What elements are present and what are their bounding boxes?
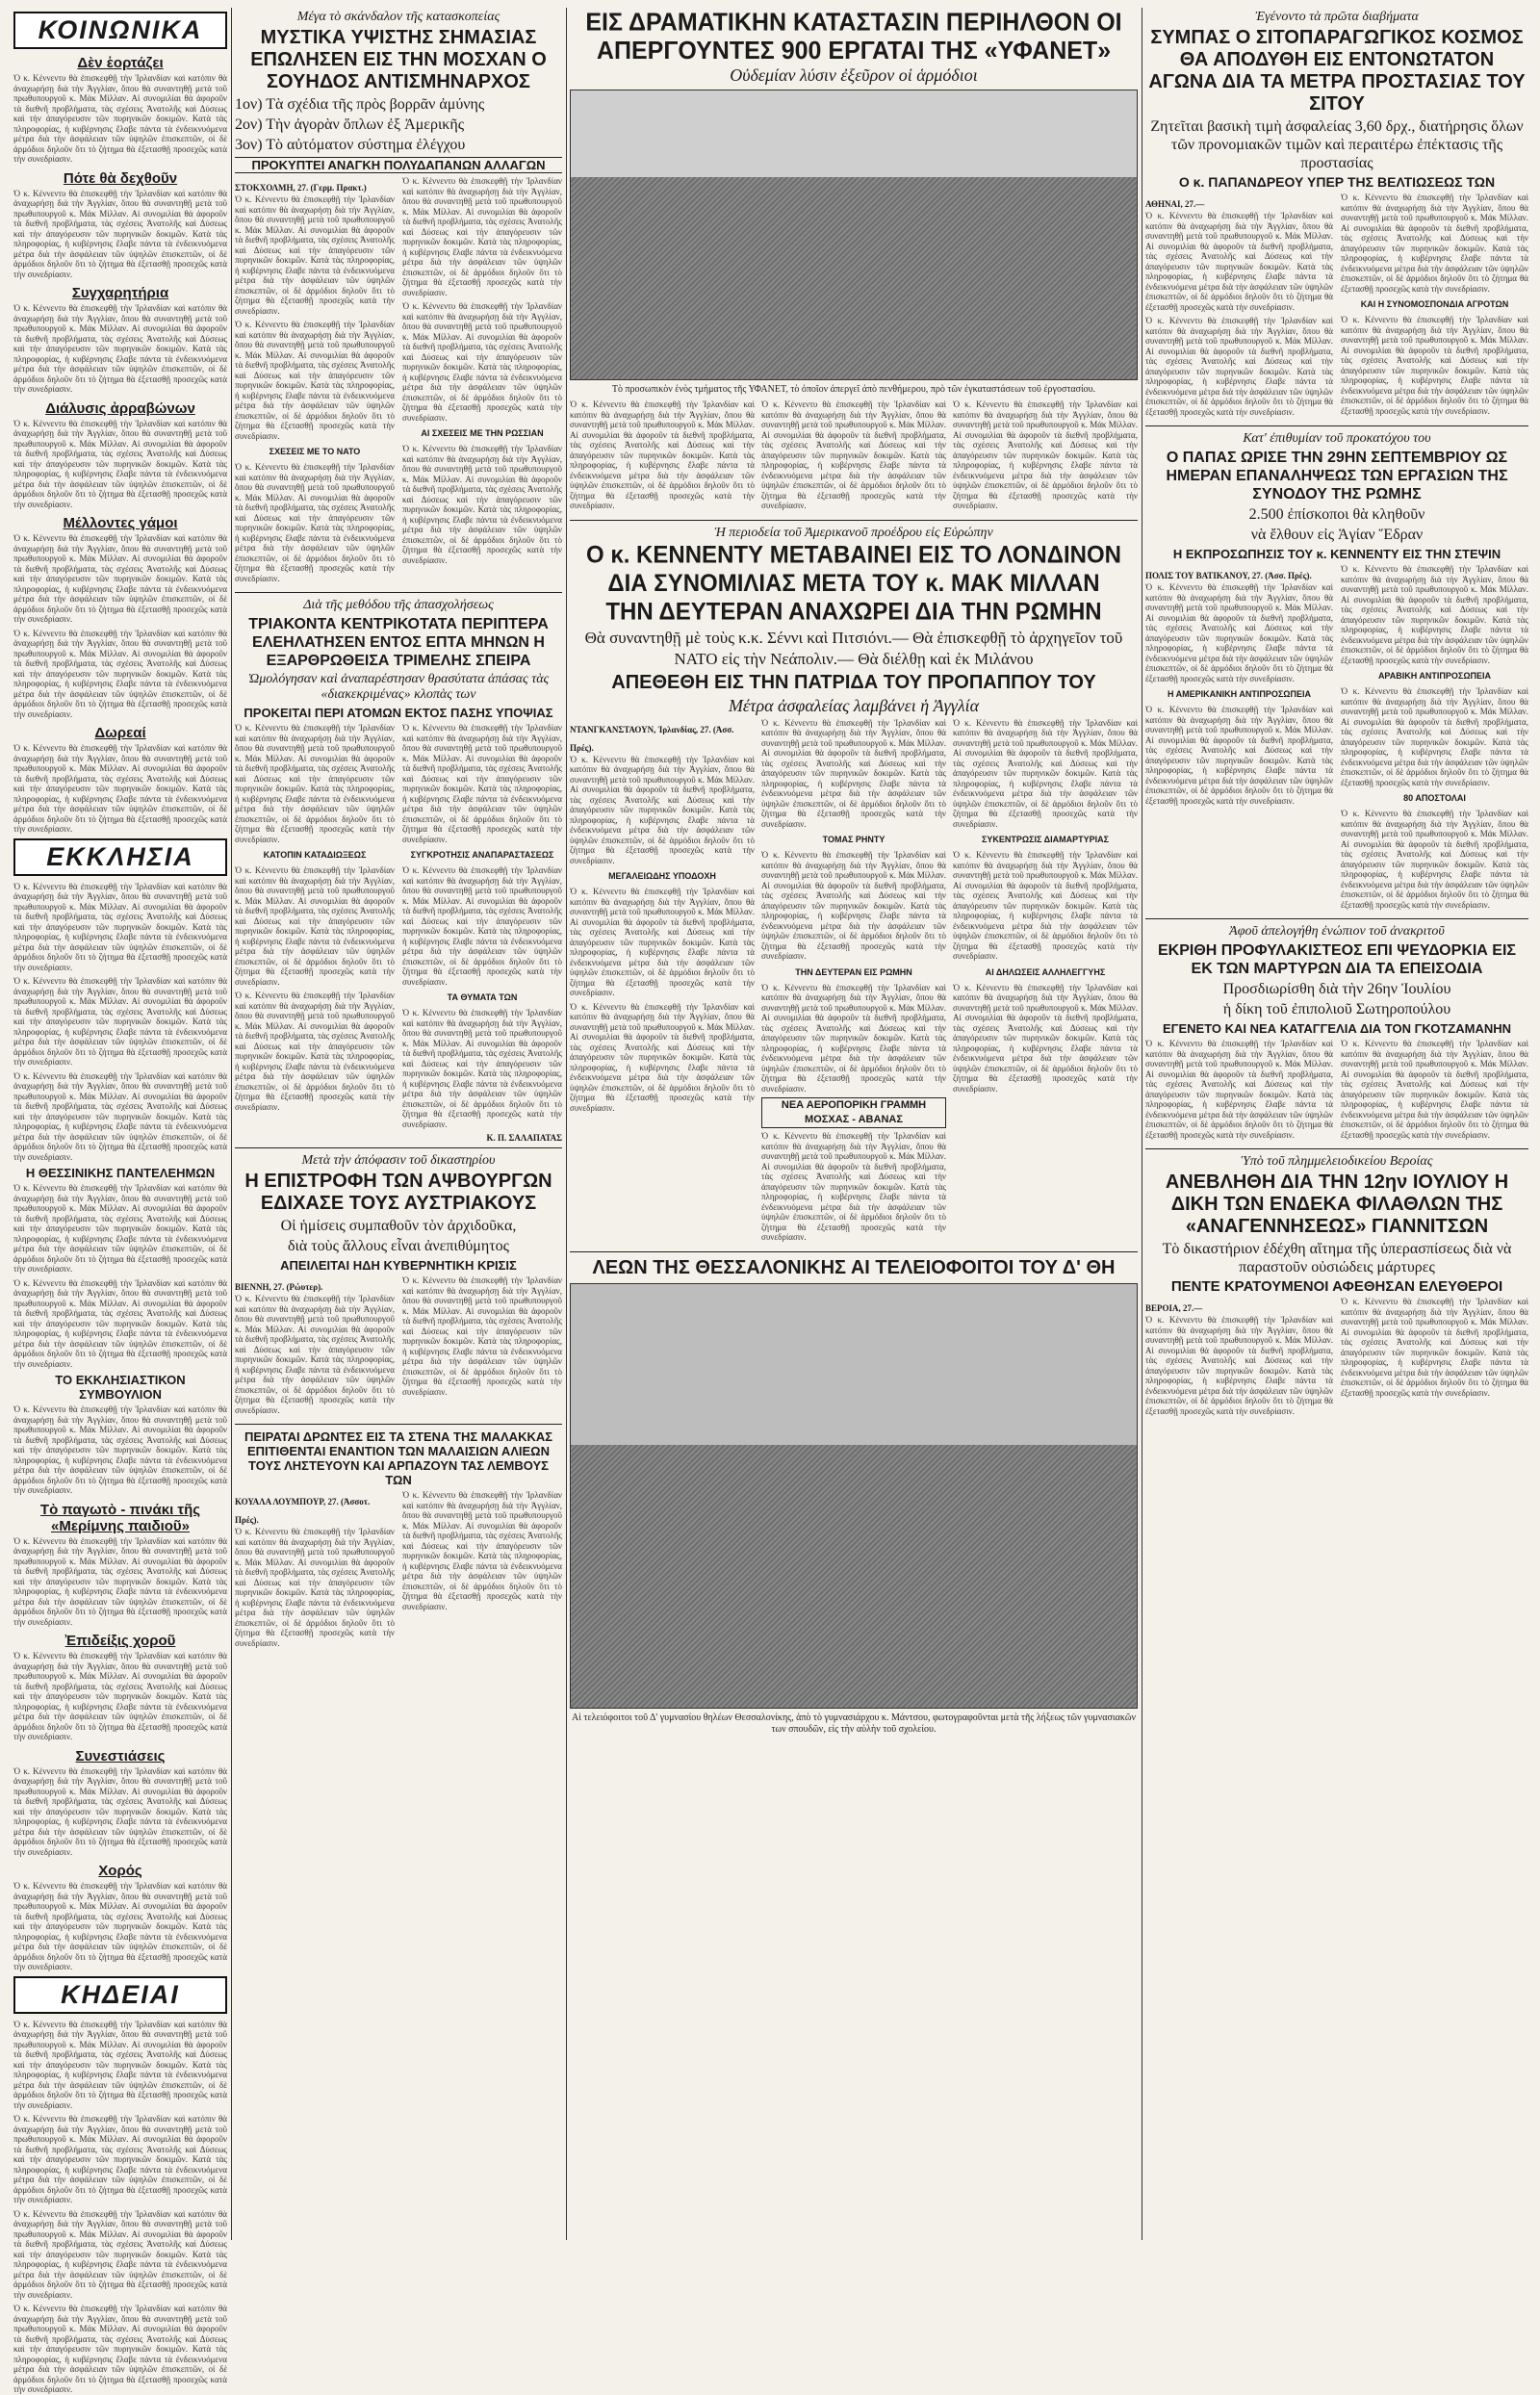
article-body: Ὁ κ. Κέννεντυ θὰ ἐπισκεφθῇ τὴν Ἰρλανδίαν καὶ κατόπιν θὰ ἀναχωρήσῃ διὰ τὴν Ἀγγλίαν, ὅπου θὰ συναντηθῇ μετὰ τοῦ πρωθυπουργοῦ κ. Μάκ Μίλλαν. Αἱ συνομιλίαι θὰ ἀφοροῦν τὰ διεθνῆ προβλήματα, τὰς σχέσεις Ἀνατολῆς καὶ Δύσεως καὶ τὴν ἀπαγόρευσιν τῶν πυρηνικῶν δοκιμῶν. Κατὰ τὰς πληροφορίας, ἡ κυβέρνησις ἔλαβε πάντα τὰ ἐνδεικνυόμενα μέτρα διὰ τὴν ἀσφάλειαν τῶν ὑψηλῶν ἐπισκεπτῶν, οἱ δὲ ἁρμόδιοι δηλοῦν ὅτι τὸ ζήτημα θὰ ἐξετασθῇ προσεχῶς κατὰ τὴν συνεδρίασιν. [13,2208,227,2300]
article-kicker: Ἡ περιοδεία τοῦ Ἀμερικανοῦ προέδρου εἰς Εὐρώπην [714,525,993,540]
article-body: Ὁ κ. Κέννεντυ θὰ ἐπισκεφθῇ τὴν Ἰρλανδίαν καὶ κατόπιν θὰ ἀναχωρήσῃ διὰ τὴν Ἀγγλίαν, ὅπου θὰ συναντηθῇ μετὰ τοῦ πρωθυπουργοῦ κ. Μάκ Μίλλαν. Αἱ συνομιλίαι θὰ ἀφοροῦν τὰ διεθνῆ προβλήματα, τὰς σχέσεις Ἀνατολῆς καὶ Δύσεως καὶ τὴν ἀπαγόρευσιν τῶν πυρηνικῶν δοκιμῶν. Κατὰ τὰς πληροφορίας, ἡ κυβέρνησις ἔλαβε πάντα τὰ ἐνδεικνυόμενα μέτρα διὰ τὴν ἀσφάλειαν τῶν ὑψηλῶν ἐπισκεπτῶν, οἱ δὲ ἁρμόδιοι δηλοῦν ὅτι τὸ ζήτημα θὰ ἐξετασθῇ προσεχῶς κατὰ τὴν συνεδρίασιν. [1145,1315,1333,1416]
photo-caption: Τὸ προσωπικὸν ἑνὸς τμήματος τῆς ΥΦΑΝΕΤ, τὸ ὁποῖον ἀπεργεῖ ἀπὸ πενθήμερου, πρὸ τῶν ἐγκαταστάσεων τοῦ ἐργοστασίου. [611,384,1096,395]
social-item-title: Δὲν ἑορτάζει [77,55,164,71]
article-body: Ὁ κ. Κέννεντυ θὰ ἐπισκεφθῇ τὴν Ἰρλανδίαν καὶ κατόπιν θὰ ἀναχωρήσῃ διὰ τὴν Ἀγγλίαν, ὅπου θὰ συναντηθῇ μετὰ τοῦ πρωθυπουργοῦ κ. Μάκ Μίλλαν. Αἱ συνομιλίαι θὰ ἀφοροῦν τὰ διεθνῆ προβλήματα, τὰς σχέσεις Ἀνατολῆς καὶ Δύσεως καὶ τὴν ἀπαγόρευσιν τῶν πυρηνικῶν δοκιμῶν. Κατὰ τὰς πληροφορίας, ἡ κυβέρνησις ἔλαβε πάντα τὰ ἐνδεικνυόμενα μέτρα διὰ τὴν ἀσφάλειαν τῶν ὑψηλῶν ἐπισκεπτῶν, οἱ δὲ ἁρμόδιοι δηλοῦν ὅτι τὸ ζήτημα θὰ ἐξετασθῇ προσεχῶς κατὰ τὴν συνεδρίασιν. [235,991,395,1112]
article-headline: ΣΥΜΠΑΣ Ο ΣΙΤΟΠΑΡΑΓΩΓΙΚΟΣ ΚΟΣΜΟΣ ΘΑ ΑΠΟΔΥΘΗ ΕΙΣ ΕΝΤΟΝΩΤΑΤΟΝ ΑΓΩΝΑ ΔΙΑ ΤΑ ΜΕΤΡΑ ΠΡΟΣΤΑΣΙΑΣ ΤΟΥ ΣΙΤΟΥ [1148,27,1526,115]
article-body: Ὁ κ. Κέννεντυ θὰ ἐπισκεφθῇ τὴν Ἰρλανδίαν καὶ κατόπιν θὰ ἀναχωρήσῃ διὰ τὴν Ἀγγλίαν, ὅπου θὰ συναντηθῇ μετὰ τοῦ πρωθυπουργοῦ κ. Μάκ Μίλλαν. Αἱ συνομιλίαι θὰ ἀφοροῦν τὰ διεθνῆ προβλήματα, τὰς σχέσεις Ἀνατολῆς καὶ Δύσεως καὶ τὴν ἀπαγόρευσιν τῶν πυρηνικῶν δοκιμῶν. Κατὰ τὰς πληροφορίας, ἡ κυβέρνησις ἔλαβε πάντα τὰ ἐνδεικνυόμενα μέτρα διὰ τὴν ἀσφάλειαν τῶν ὑψηλῶν ἐπισκεπτῶν, οἱ δὲ ἁρμόδιοι δηλοῦν ὅτι τὸ ζήτημα θὰ ἐξετασθῇ προσεχῶς κατὰ τὴν συνεδρίασιν. [953,850,1138,961]
article-headline-secondary: ΤΗΝ ΔΕΥΤΕΡΑΝ ΑΝΑΧΩΡΕΙ ΔΙΑ ΤΗΝ ΡΩΜΗΝ [605,597,1102,626]
article-columns [235,723,562,1143]
strikers-photo [570,90,1138,380]
article-subheadline: Ο κ. ΠΑΠΑΝΔΡΕΟΥ ΥΠΕΡ ΤΗΣ ΒΕΛΤΙΩΣΕΩΣ ΤΩΝ [1178,174,1496,190]
article-body: Ὁ κ. Κέννεντυ θὰ ἐπισκεφθῇ τὴν Ἰρλανδίαν καὶ κατόπιν θὰ ἀναχωρήσῃ διὰ τὴν Ἀγγλίαν, ὅπου θὰ συναντηθῇ μετὰ τοῦ πρωθυπουργοῦ κ. Μάκ Μίλλαν. Αἱ συνομιλίαι θὰ ἀφοροῦν τὰ διεθνῆ προβλήματα, τὰς σχέσεις Ἀνατολῆς καὶ Δύσεως καὶ τὴν ἀπαγόρευσιν τῶν πυρηνικῶν δοκιμῶν. Κατὰ τὰς πληροφορίας, ἡ κυβέρνησις ἔλαβε πάντα τὰ ἐνδεικνυόμενα μέτρα διὰ τὴν ἀσφάλειαν τῶν ὑψηλῶν ἐπισκεπτῶν, οἱ δὲ ἁρμόδιοι δηλοῦν ὅτι τὸ ζήτημα θὰ ἐξετασθῇ προσεχῶς κατὰ τὴν συνεδρίασιν. [235,1294,395,1415]
article-headline: ΤΡΙΑΚΟΝΤΑ ΚΕΝΤΡΙΚΟΤΑΤΑ ΠΕΡΙΠΤΕΡΑ ΕΛΕΗΛΑΤΗΣΕΝ ΕΝΤΟΣ ΕΠΤΑ ΜΗΝΩΝ Η ΕΞΑΡΘΡΩΘΕΙΣΑ ΤΡΙΜΕΛΗΣ ΣΠΕΙΡΑ [248,616,549,669]
list-item: 1ον) Τὰ σχέδια τῆς πρὸς βορρᾶν ἀμύνης [235,96,485,113]
article-body: Ὁ κ. Κέννεντυ θὰ ἐπισκεφθῇ τὴν Ἰρλανδίαν καὶ κατόπιν θὰ ἀναχωρήσῃ διὰ τὴν Ἀγγλίαν, ὅπου θὰ συναντηθῇ μετὰ τοῦ πρωθυπουργοῦ κ. Μάκ Μίλλαν. Αἱ συνομιλίαι θὰ ἀφοροῦν τὰ διεθνῆ προβλήματα, τὰς σχέσεις Ἀνατολῆς καὶ Δύσεως καὶ τὴν ἀπαγόρευσιν τῶν πυρηνικῶν δοκιμῶν. Κατὰ τὰς πληροφορίας, ἡ κυβέρνησις ἔλαβε πάντα τὰ ἐνδεικνυόμενα μέτρα διὰ τὴν ἀσφάλειαν τῶν ὑψηλῶν ἐπισκεπτῶν, οἱ δὲ ἁρμόδιοι δηλοῦν ὅτι τὸ ζήτημα θὰ ἐξετασθῇ προσεχῶς κατὰ τὴν συνεδρίασιν. [235,865,395,987]
article-deck: Οἱ ἡμίσεις συμπαθοῦν τὸν ἀρχιδοῦκα, [280,1218,517,1234]
article-body: Ὁ κ. Κέννεντυ θὰ ἐπισκεφθῇ τὴν Ἰρλανδίαν καὶ κατόπιν θὰ ἀναχωρήσῃ διὰ τὴν Ἀγγλίαν, ὅπου θὰ συναντηθῇ μετὰ τοῦ πρωθυπουργοῦ κ. Μάκ Μίλλαν. Αἱ συνομιλίαι θὰ ἀφοροῦν τὰ διεθνῆ προβλήματα, τὰς σχέσεις Ἀνατολῆς καὶ Δύσεως καὶ τὴν ἀπαγόρευσιν τῶν πυρηνικῶν δοκιμῶν. Κατὰ τὰς πληροφορίας, ἡ κυβέρνησις ἔλαβε πάντα τὰ ἐνδεικνυόμενα μέτρα διὰ τὴν ἀσφάλειαν τῶν ὑψηλῶν ἐπισκεπτῶν, οἱ δὲ ἁρμόδιοι δηλοῦν ὅτι τὸ ζήτημα θὰ ἐξετασθῇ προσεχῶς κατὰ τὴν συνεδρίασιν. [13,533,227,624]
article-subhead: ΝΕΑ ΑΕΡΟΠΟΡΙΚΗ ΓΡΑΜΜΗ ΜΟΣΧΑΣ - ΑΒΑΝΑΣ [761,1097,946,1128]
church-item-title: Η ΘΕΣΣΙΝΙΚΗΣ ΠΑΝΤΕΛΕΗΜΩΝ [25,1166,216,1180]
divider [570,520,1138,521]
article-subheadline: ΠΡΟΚΥΠΤΕΙ ΑΝΑΓΚΗ ΠΟΛΥΔΑΠΑΝΩΝ ΑΛΛΑΓΩΝ [235,157,562,173]
article-kicker: Ἀφοῦ ἀπελογήθη ἐνώπιον τοῦ ἀνακριτοῦ [1229,924,1445,939]
article-headline: ΜΥΣΤΙΚΑ ΥΨΙΣΤΗΣ ΣΗΜΑΣΙΑΣ ΕΠΩΛΗΣΕΝ ΕΙΣ ΤΗΝ ΜΟΣΧΑΝ Ο ΣΟΥΗΔΟΣ ΑΝΤΙΣΜΗΝΑΡΧΟΣ [250,27,547,92]
column-spy-scandal [235,8,562,2240]
article-body: Ὁ κ. Κέννεντυ θὰ ἐπισκεφθῇ τὴν Ἰρλανδίαν καὶ κατόπιν θὰ ἀναχωρήσῃ διὰ τὴν Ἀγγλίαν, ὅπου θὰ συναντηθῇ μετὰ τοῦ πρωθυπουργοῦ κ. Μάκ Μίλλαν. Αἱ συνομιλίαι θὰ ἀφοροῦν τὰ διεθνῆ προβλήματα, τὰς σχέσεις Ἀνατολῆς καὶ Δύσεως καὶ τὴν ἀπαγόρευσιν τῶν πυρηνικῶν δοκιμῶν. Κατὰ τὰς πληροφορίας, ἡ κυβέρνησις ἔλαβε πάντα τὰ ἐνδεικνυόμενα μέτρα διὰ τὴν ἀσφάλειαν τῶν ὑψηλῶν ἐπισκεπτῶν, οἱ δὲ ἁρμόδιοι δηλοῦν ὅτι τὸ ζήτημα θὰ ἐξετασθῇ προσεχῶς κατὰ τὴν συνεδρίασιν. [13,881,227,972]
article-deck: Οὐδεμίαν λύσιν ἐξεῦρον οἱ ἁρμόδιοι [730,65,978,85]
article-subhead: Η ΑΜΕΡΙΚΑΝΙΚΗ ΑΝΤΙΠΡΟΣΩΠΕΙΑ [1168,689,1311,699]
article-body: Ὁ κ. Κέννεντυ θὰ ἐπισκεφθῇ τὴν Ἰρλανδίαν καὶ κατόπιν θὰ ἀναχωρήσῃ διὰ τὴν Ἀγγλίαν, ὅπου θὰ συναντηθῇ μετὰ τοῦ πρωθυπουργοῦ κ. Μάκ Μίλλαν. Αἱ συνομιλίαι θὰ ἀφοροῦν τὰ διεθνῆ προβλήματα, τὰς σχέσεις Ἀνατολῆς καὶ Δύσεως καὶ τὴν ἀπαγόρευσιν τῶν πυρηνικῶν δοκιμῶν. Κατὰ τὰς πληροφορίας, ἡ κυβέρνησις ἔλαβε πάντα τὰ ἐνδεικνυόμενα μέτρα διὰ τὴν ἀσφάλειαν τῶν ὑψηλῶν ἐπισκεπτῶν, οἱ δὲ ἁρμόδιοι δηλοῦν ὅτι τὸ ζήτημα θὰ ἐξετασθῇ προσεχῶς κατὰ τὴν συνεδρίασιν. [1341,564,1528,665]
social-item-title: Μέλλοντες γάμοι [63,515,178,531]
misc-item-title: Συνεστιάσεις [75,1747,166,1764]
article-body: Ὁ κ. Κέννεντυ θὰ ἐπισκεφθῇ τὴν Ἰρλανδίαν καὶ κατόπιν θὰ ἀναχωρήσῃ διὰ τὴν Ἀγγλίαν, ὅπου θὰ συναντηθῇ μετὰ τοῦ πρωθυπουργοῦ κ. Μάκ Μίλλαν. Αἱ συνομιλίαι θὰ ἀφοροῦν τὰ διεθνῆ προβλήματα, τὰς σχέσεις Ἀνατολῆς καὶ Δύσεως καὶ τὴν ἀπαγόρευσιν τῶν πυρηνικῶν δοκιμῶν. Κατὰ τὰς πληροφορίας, ἡ κυβέρνησις ἔλαβε πάντα τὰ ἐνδεικνυόμενα μέτρα διὰ τὴν ἀσφάλειαν τῶν ὑψηλῶν ἐπισκεπτῶν, οἱ δὲ ἁρμόδιοι δηλοῦν ὅτι τὸ ζήτημα θὰ ἐξετασθῇ προσεχῶς κατὰ τὴν συνεδρίασιν. [1145,211,1333,312]
article-body: Ὁ κ. Κέννεντυ θὰ ἐπισκεφθῇ τὴν Ἰρλανδίαν καὶ κατόπιν θὰ ἀναχωρήσῃ διὰ τὴν Ἀγγλίαν, ὅπου θὰ συναντηθῇ μετὰ τοῦ πρωθυπουργοῦ κ. Μάκ Μίλλαν. Αἱ συνομιλίαι θὰ ἀφοροῦν τὰ διεθνῆ προβλήματα, τὰς σχέσεις Ἀνατολῆς καὶ Δύσεως καὶ τὴν ἀπαγόρευσιν τῶν πυρηνικῶν δοκιμῶν. Κατὰ τὰς πληροφορίας, ἡ κυβέρνησις ἔλαβε πάντα τὰ ἐνδεικνυόμενα μέτρα διὰ τὴν ἀσφάλειαν τῶν ὑψηλῶν ἐπισκεπτῶν, οἱ δὲ ἁρμόδιοι δηλοῦν ὅτι τὸ ζήτημα θὰ ἐξετασθῇ προσεχῶς κατὰ τὴν συνεδρίασιν. [761,399,946,510]
article-body: Ὁ κ. Κέννεντυ θὰ ἐπισκεφθῇ τὴν Ἰρλανδίαν καὶ κατόπιν θὰ ἀναχωρήσῃ διὰ τὴν Ἀγγλίαν, ὅπου θὰ συναντηθῇ μετὰ τοῦ πρωθυπουργοῦ κ. Μάκ Μίλλαν. Αἱ συνομιλίαι θὰ ἀφοροῦν τὰ διεθνῆ προβλήματα, τὰς σχέσεις Ἀνατολῆς καὶ Δύσεως καὶ τὴν ἀπαγόρευσιν τῶν πυρηνικῶν δοκιμῶν. Κατὰ τὰς πληροφορίας, ἡ κυβέρνησις ἔλαβε πάντα τὰ ἐνδεικνυόμενα μέτρα διὰ τὴν ἀσφάλειαν τῶν ὑψηλῶν ἐπισκεπτῶν, οἱ δὲ ἁρμόδιοι δηλοῦν ὅτι τὸ ζήτημα θὰ ἐξετασθῇ προσεχῶς κατὰ τὴν συνεδρίασιν. [761,1131,946,1242]
article-body: Ὁ κ. Κέννεντυ θὰ ἐπισκεφθῇ τὴν Ἰρλανδίαν καὶ κατόπιν θὰ ἀναχωρήσῃ διὰ τὴν Ἀγγλίαν, ὅπου θὰ συναντηθῇ μετὰ τοῦ πρωθυπουργοῦ κ. Μάκ Μίλλαν. Αἱ συνομιλίαι θὰ ἀφοροῦν τὰ διεθνῆ προβλήματα, τὰς σχέσεις Ἀνατολῆς καὶ Δύσεως καὶ τὴν ἀπαγόρευσιν τῶν πυρηνικῶν δοκιμῶν. Κατὰ τὰς πληροφορίας, ἡ κυβέρνησις ἔλαβε πάντα τὰ ἐνδεικνυόμενα μέτρα διὰ τὴν ἀσφάλειαν τῶν ὑψηλῶν ἐπισκεπτῶν, οἱ δὲ ἁρμόδιοι δηλοῦν ὅτι τὸ ζήτημα θὰ ἐξετασθῇ προσεχῶς κατὰ τὴν συνεδρίασιν. [13,743,227,834]
article-body: Ὁ κ. Κέννεντυ θὰ ἐπισκεφθῇ τὴν Ἰρλανδίαν καὶ κατόπιν θὰ ἀναχωρήσῃ διὰ τὴν Ἀγγλίαν, ὅπου θὰ συναντηθῇ μετὰ τοῦ πρωθυπουργοῦ κ. Μάκ Μίλλαν. Αἱ συνομιλίαι θὰ ἀφοροῦν τὰ διεθνῆ προβλήματα, τὰς σχέσεις Ἀνατολῆς καὶ Δύσεως καὶ τὴν ἀπαγόρευσιν τῶν πυρηνικῶν δοκιμῶν. Κατὰ τὰς πληροφορίας, ἡ κυβέρνησις ἔλαβε πάντα τὰ ἐνδεικνυόμενα μέτρα διὰ τὴν ἀσφάλειαν τῶν ὑψηλῶν ἐπισκεπτῶν, οἱ δὲ ἁρμόδιοι δηλοῦν ὅτι τὸ ζήτημα θὰ ἐξετασθῇ προσεχῶς κατὰ τὴν συνεδρίασιν. [13,303,227,394]
divider [1145,1148,1528,1149]
article-body: Ὁ κ. Κέννεντυ θὰ ἐπισκεφθῇ τὴν Ἰρλανδίαν καὶ κατόπιν θὰ ἀναχωρήσῃ διὰ τὴν Ἀγγλίαν, ὅπου θὰ συναντηθῇ μετὰ τοῦ πρωθυπουργοῦ κ. Μάκ Μίλλαν. Αἱ συνομιλίαι θὰ ἀφοροῦν τὰ διεθνῆ προβλήματα, τὰς σχέσεις Ἀνατολῆς καὶ Δύσεως καὶ τὴν ἀπαγόρευσιν τῶν πυρηνικῶν δοκιμῶν. Κατὰ τὰς πληροφορίας, ἡ κυβέρνησις ἔλαβε πάντα τὰ ἐνδεικνυόμενα μέτρα διὰ τὴν ἀσφάλειαν τῶν ὑψηλῶν ἐπισκεπτῶν, οἱ δὲ ἁρμόδιοι δηλοῦν ὅτι τὸ ζήτημα θὰ ἐξετασθῇ προσεχῶς κατὰ τὴν συνεδρίασιν. [13,1277,227,1369]
article-body: Ὁ κ. Κέννεντυ θὰ ἐπισκεφθῇ τὴν Ἰρλανδίαν καὶ κατόπιν θὰ ἀναχωρήσῃ διὰ τὴν Ἀγγλίαν, ὅπου θὰ συναντηθῇ μετὰ τοῦ πρωθυπουργοῦ κ. Μάκ Μίλλαν. Αἱ συνομιλίαι θὰ ἀφοροῦν τὰ διεθνῆ προβλήματα, τὰς σχέσεις Ἀνατολῆς καὶ Δύσεως καὶ τὴν ἀπαγόρευσιν τῶν πυρηνικῶν δοκιμῶν. Κατὰ τὰς πληροφορίας, ἡ κυβέρνησις ἔλαβε πάντα τὰ ἐνδεικνυόμενα μέτρα διὰ τὴν ἀσφάλειαν τῶν ὑψηλῶν ἐπισκεπτῶν, οἱ δὲ ἁρμόδιοι δηλοῦν ὅτι τὸ ζήτημα θὰ ἐξετασθῇ προσεχῶς κατὰ τὴν συνεδρίασιν. [13,2304,227,2394]
article-body: Ὁ κ. Κέννεντυ θὰ ἐπισκεφθῇ τὴν Ἰρλανδίαν καὶ κατόπιν θὰ ἀναχωρήσῃ διὰ τὴν Ἀγγλίαν, ὅπου θὰ συναντηθῇ μετὰ τοῦ πρωθυπουργοῦ κ. Μάκ Μίλλαν. Αἱ συνομιλίαι θὰ ἀφοροῦν τὰ διεθνῆ προβλήματα, τὰς σχέσεις Ἀνατολῆς καὶ Δύσεως καὶ τὴν ἀπαγόρευσιν τῶν πυρηνικῶν δοκιμῶν. Κατὰ τὰς πληροφορίας, ἡ κυβέρνησις ἔλαβε πάντα τὰ ἐνδεικνυόμενα μέτρα διὰ τὴν ἀσφάλειαν τῶν ὑψηλῶν ἐπισκεπτῶν, οἱ δὲ ἁρμόδιοι δηλοῦν ὅτι τὸ ζήτημα θὰ ἐξετασθῇ προσεχῶς κατὰ τὴν συνεδρίασιν. [13,2114,227,2204]
article-subhead: ΤΟΜΑΣ ΡΗΝΤΥ [822,835,886,844]
article-body: Ὁ κ. Κέννεντυ θὰ ἐπισκεφθῇ τὴν Ἰρλανδίαν καὶ κατόπιν θὰ ἀναχωρήσῃ διὰ τὴν Ἀγγλίαν, ὅπου θὰ συναντηθῇ μετὰ τοῦ πρωθυπουργοῦ κ. Μάκ Μίλλαν. Αἱ συνομιλίαι θὰ ἀφοροῦν τὰ διεθνῆ προβλήματα, τὰς σχέσεις Ἀνατολῆς καὶ Δύσεως καὶ τὴν ἀπαγόρευσιν τῶν πυρηνικῶν δοκιμῶν. Κατὰ τὰς πληροφορίας, ἡ κυβέρνησις ἔλαβε πάντα τὰ ἐνδεικνυόμενα μέτρα διὰ τὴν ἀσφάλειαν τῶν ὑψηλῶν ἐπισκεπτῶν, οἱ δὲ ἁρμόδιοι δηλοῦν ὅτι τὸ ζήτημα θὰ ἐξετασθῇ προσεχῶς κατὰ τὴν συνεδρίασιν. [13,1535,227,1627]
article-body: Ὁ κ. Κέννεντυ θὰ ἐπισκεφθῇ τὴν Ἰρλανδίαν καὶ κατόπιν θὰ ἀναχωρήσῃ διὰ τὴν Ἀγγλίαν, ὅπου θὰ συναντηθῇ μετὰ τοῦ πρωθυπουργοῦ κ. Μάκ Μίλλαν. Αἱ συνομιλίαι θὰ ἀφοροῦν τὰ διεθνῆ προβλήματα, τὰς σχέσεις Ἀνατολῆς καὶ Δύσεως καὶ τὴν ἀπαγόρευσιν τῶν πυρηνικῶν δοκιμῶν. Κατὰ τὰς πληροφορίας, ἡ κυβέρνησις ἔλαβε πάντα τὰ ἐνδεικνυόμενα μέτρα διὰ τὴν ἀσφάλειαν τῶν ὑψηλῶν ἐπισκεπτῶν, οἱ δὲ ἁρμόδιοι δηλοῦν ὅτι τὸ ζήτημα θὰ ἐξετασθῇ προσεχῶς κατὰ τὴν συνεδρίασιν. [1341,1039,1528,1140]
article-headline: Ο κ. ΚΕΝΝΕΝΤΥ ΜΕΤΑΒΑΙΝΕΙ ΕΙΣ ΤΟ ΛΟΝΔΙΝΟΝ ΔΙΑ ΣΥΝΟΜΙΛΙΑΣ ΜΕΤΑ ΤΟΥ κ. ΜΑΚ ΜΙΛΛΑΝ [586,541,1121,597]
article-deck: νὰ ἔλθουν εἰς Ἁγίαν Ἕδραν [1250,527,1424,543]
article-deck: Θὰ συναντηθῇ μὲ τοὺς κ.κ. Σέννι καὶ Πιτσιόνι.— Θὰ ἐπισκεφθῇ τὸ ἀρχηγεῖον τοῦ ΝΑΤΟ εἰς τὴν Νεάπολιν.— Θὰ διέλθῃ καὶ ἐκ Μιλάνου [584,628,1123,668]
column-social [13,8,227,2394]
article-subhead: ΚΑΙ Η ΣΥΝΟΜΟΣΠΟΝΔΙΑ ΑΓΡΟΤΩΝ [1360,299,1509,309]
article-subhead: ΤΑ ΘΥΜΑΤΑ ΤΩΝ [447,992,518,1002]
article-columns [1145,564,1528,914]
article-body: Ὁ κ. Κέννεντυ θὰ ἐπισκεφθῇ τὴν Ἰρλανδίαν καὶ κατόπιν θὰ ἀναχωρήσῃ διὰ τὴν Ἀγγλίαν, ὅπου θὰ συναντηθῇ μετὰ τοῦ πρωθυπουργοῦ κ. Μάκ Μίλλαν. Αἱ συνομιλίαι θὰ ἀφοροῦν τὰ διεθνῆ προβλήματα, τὰς σχέσεις Ἀνατολῆς καὶ Δύσεως καὶ τὴν ἀπαγόρευσιν τῶν πυρηνικῶν δοκιμῶν. Κατὰ τὰς πληροφορίας, ἡ κυβέρνησις ἔλαβε πάντα τὰ ἐνδεικνυόμενα μέτρα διὰ τὴν ἀσφάλειαν τῶν ὑψηλῶν ἐπισκεπτῶν, οἱ δὲ ἁρμόδιοι δηλοῦν ὅτι τὸ ζήτημα θὰ ἐξετασθῇ προσεχῶς κατὰ τὴν συνεδρίασιν. [235,320,395,441]
dateline: ΒΙΕΝΝΗ, 27. (Ρώυτερ). [235,1282,323,1292]
article-body: Ὁ κ. Κέννεντυ θὰ ἐπισκεφθῇ τὴν Ἰρλανδίαν καὶ κατόπιν θὰ ἀναχωρήσῃ διὰ τὴν Ἀγγλίαν, ὅπου θὰ συναντηθῇ μετὰ τοῦ πρωθυπουργοῦ κ. Μάκ Μίλλαν. Αἱ συνομιλίαι θὰ ἀφοροῦν τὰ διεθνῆ προβλήματα, τὰς σχέσεις Ἀνατολῆς καὶ Δύσεως καὶ τὴν ἀπαγόρευσιν τῶν πυρηνικῶν δοκιμῶν. Κατὰ τὰς πληροφορίας, ἡ κυβέρνησις ἔλαβε πάντα τὰ ἐνδεικνυόμενα μέτρα διὰ τὴν ἀσφάλειαν τῶν ὑψηλῶν ἐπισκεπτῶν, οἱ δὲ ἁρμόδιοι δηλοῦν ὅτι τὸ ζήτημα θὰ ἐξετασθῇ προσεχῶς κατὰ τὴν συνεδρίασιν. [1145,582,1333,683]
article-deck: Ὡμολόγησαν καὶ ἀναπαρέστησαν θρασύτατα ἁπάσας τὰς «διακεκριμένας» κλοπὰς των [247,672,550,702]
article-body: Ὁ κ. Κέννεντυ θὰ ἐπισκεφθῇ τὴν Ἰρλανδίαν καὶ κατόπιν θὰ ἀναχωρήσῃ διὰ τὴν Ἀγγλίαν, ὅπου θὰ συναντηθῇ μετὰ τοῦ πρωθυπουργοῦ κ. Μάκ Μίλλαν. Αἱ συνομιλίαι θὰ ἀφοροῦν τὰ διεθνῆ προβλήματα, τὰς σχέσεις Ἀνατολῆς καὶ Δύσεως καὶ τὴν ἀπαγόρευσιν τῶν πυρηνικῶν δοκιμῶν. Κατὰ τὰς πληροφορίας, ἡ κυβέρνησις ἔλαβε πάντα τὰ ἐνδεικνυόμενα μέτρα διὰ τὴν ἀσφάλειαν τῶν ὑψηλῶν ἐπισκεπτῶν, οἱ δὲ ἁρμόδιοι δηλοῦν ὅτι τὸ ζήτημα θὰ ἐξετασθῇ προσεχῶς κατὰ τὴν συνεδρίασιν. [402,865,562,987]
article-deck: Ζητεῖται βασικὴ τιμὴ ἀσφαλείας 3,60 δρχ., διατήρησις ὅλων τῶν προνομιακῶν τιμῶν καὶ περαιτέρω ἐπέκτασις τῆς προστασίας [1150,118,1524,171]
article-deck: 2.500 ἐπίσκοποι θὰ κληθοῦν [1248,506,1425,523]
article-body: Ὁ κ. Κέννεντυ θὰ ἐπισκεφθῇ τὴν Ἰρλανδίαν καὶ κατόπιν θὰ ἀναχωρήσῃ διὰ τὴν Ἀγγλίαν, ὅπου θὰ συναντηθῇ μετὰ τοῦ πρωθυπουργοῦ κ. Μάκ Μίλλαν. Αἱ συνομιλίαι θὰ ἀφοροῦν τὰ διεθνῆ προβλήματα, τὰς σχέσεις Ἀνατολῆς καὶ Δύσεως καὶ τὴν ἀπαγόρευσιν τῶν πυρηνικῶν δοκιμῶν. Κατὰ τὰς πληροφορίας, ἡ κυβέρνησις ἔλαβε πάντα τὰ ἐνδεικνυόμενα μέτρα διὰ τὴν ἀσφάλειαν τῶν ὑψηλῶν ἐπισκεπτῶν, οἱ δὲ ἁρμόδιοι δηλοῦν ὅτι τὸ ζήτημα θὰ ἐξετασθῇ προσεχῶς κατὰ τὴν συνεδρίασιν. [1145,705,1333,806]
article-body: Ὁ κ. Κέννεντυ θὰ ἐπισκεφθῇ τὴν Ἰρλανδίαν καὶ κατόπιν θὰ ἀναχωρήσῃ διὰ τὴν Ἀγγλίαν, ὅπου θὰ συναντηθῇ μετὰ τοῦ πρωθυπουργοῦ κ. Μάκ Μίλλαν. Αἱ συνομιλίαι θὰ ἀφοροῦν τὰ διεθνῆ προβλήματα, τὰς σχέσεις Ἀνατολῆς καὶ Δύσεως καὶ τὴν ἀπαγόρευσιν τῶν πυρηνικῶν δοκιμῶν. Κατὰ τὰς πληροφορίας, ἡ κυβέρνησις ἔλαβε πάντα τὰ ἐνδεικνυόμενα μέτρα διὰ τὴν ἀσφάλειαν τῶν ὑψηλῶν ἐπισκεπτῶν, οἱ δὲ ἁρμόδιοι δηλοῦν ὅτι τὸ ζήτημα θὰ ἐξετασθῇ προσεχῶς κατὰ τὴν συνεδρίασιν. [402,444,562,565]
article-kicker: Κατ' ἐπιθυμίαν τοῦ προκατόχου του [1243,431,1431,446]
article-headline: ΕΚΡΙΘΗ ΠΡΟΦΥΛΑΚΙΣΤΕΟΣ ΕΠΙ ΨΕΥΔΟΡΚΙΑ ΕΙΣ ΕΚ ΤΩΝ ΜΑΡΤΥΡΩΝ ΔΙΑ ΤΑ ΕΠΕΙΣΟΔΙΑ [1158,942,1516,977]
dateline: ΒΕΡΟΙΑ, 27.— [1145,1303,1203,1313]
article-body: Ὁ κ. Κέννεντυ θὰ ἐπισκεφθῇ τὴν Ἰρλανδίαν καὶ κατόπιν θὰ ἀναχωρήσῃ διὰ τὴν Ἀγγλίαν, ὅπου θὰ συναντηθῇ μετὰ τοῦ πρωθυπουργοῦ κ. Μάκ Μίλλαν. Αἱ συνομιλίαι θὰ ἀφοροῦν τὰ διεθνῆ προβλήματα, τὰς σχέσεις Ἀνατολῆς καὶ Δύσεως καὶ τὴν ἀπαγόρευσιν τῶν πυρηνικῶν δοκιμῶν. Κατὰ τὰς πληροφορίας, ἡ κυβέρνησις ἔλαβε πάντα τὰ ἐνδεικνυόμενα μέτρα διὰ τὴν ἀσφάλειαν τῶν ὑψηλῶν ἐπισκεπτῶν, οἱ δὲ ἁρμόδιοι δηλοῦν ὅτι τὸ ζήτημα θὰ ἐξετασθῇ προσεχῶς κατὰ τὴν συνεδρίασιν. [1341,686,1528,787]
column-rule [231,8,232,2240]
article-body: Ὁ κ. Κέννεντυ θὰ ἐπισκεφθῇ τὴν Ἰρλανδίαν καὶ κατόπιν θὰ ἀναχωρήσῃ διὰ τὴν Ἀγγλίαν, ὅπου θὰ συναντηθῇ μετὰ τοῦ πρωθυπουργοῦ κ. Μάκ Μίλλαν. Αἱ συνομιλίαι θὰ ἀφοροῦν τὰ διεθνῆ προβλήματα, τὰς σχέσεις Ἀνατολῆς καὶ Δύσεως καὶ τὴν ἀπαγόρευσιν τῶν πυρηνικῶν δοκιμῶν. Κατὰ τὰς πληροφορίας, ἡ κυβέρνησις ἔλαβε πάντα τὰ ἐνδεικνυόμενα μέτρα διὰ τὴν ἀσφάλειαν τῶν ὑψηλῶν ἐπισκεπτῶν, οἱ δὲ ἁρμόδιοι δηλοῦν ὅτι τὸ ζήτημα θὰ ἐξετασθῇ προσεχῶς κατὰ τὴν συνεδρίασιν. [570,399,755,510]
article-headline: ΠΕΙΡΑΤΑΙ ΔΡΩΝΤΕΣ ΕΙΣ ΤΑ ΣΤΕΝΑ ΤΗΣ ΜΑΛΑΚΚΑΣ ΕΠΙΤΙΘΕΝΤΑΙ ΕΝΑΝΤΙΟΝ ΤΩΝ ΜΑΛΑΙΣΙΩΝ ΑΛΙΕΩΝ ΤΟΥΣ ΛΗΣΤΕΥΟΥΝ ΚΑΙ ΑΡΠΑΖΟΥΝ ΤΑΣ ΛΕΜΒΟΥΣ ΤΩΝ [244,1429,553,1487]
article-kicker: Μέγα τὸ σκάνδαλον τῆς κατασκοπείας [296,10,500,24]
divider [235,1424,562,1425]
article-subhead: ΣΥΚΕΝΤΡΩΣΙΣ ΔΙΑΜΑΡΤΥΡΙΑΣ [982,835,1109,844]
divider [235,1147,562,1148]
photo-sky [571,1284,1137,1445]
article-subhead: ΣΧΕΣΕΙΣ ΜΕ ΤΟ ΝΑΤΟ [269,447,361,456]
social-item-title: Συγχαρητήρια [71,285,169,301]
article-deck: Προσδιωρίσθη διὰ τὴν 26ην Ἰουλίου [1222,981,1451,997]
article-body: Ὁ κ. Κέννεντυ θὰ ἐπισκεφθῇ τὴν Ἰρλανδίαν καὶ κατόπιν θὰ ἀναχωρήσῃ διὰ τὴν Ἀγγλίαν, ὅπου θὰ συναντηθῇ μετὰ τοῦ πρωθυπουργοῦ κ. Μάκ Μίλλαν. Αἱ συνομιλίαι θὰ ἀφοροῦν τὰ διεθνῆ προβλήματα, τὰς σχέσεις Ἀνατολῆς καὶ Δύσεως καὶ τὴν ἀπαγόρευσιν τῶν πυρηνικῶν δοκιμῶν. Κατὰ τὰς πληροφορίας, ἡ κυβέρνησις ἔλαβε πάντα τὰ ἐνδεικνυόμενα μέτρα διὰ τὴν ἀσφάλειαν τῶν ὑψηλῶν ἐπισκεπτῶν, οἱ δὲ ἁρμόδιοι δηλοῦν ὅτι τὸ ζήτημα θὰ ἐξετασθῇ προσεχῶς κατὰ τὴν συνεδρίασιν. [13,188,227,279]
article-body: Ὁ κ. Κέννεντυ θὰ ἐπισκεφθῇ τὴν Ἰρλανδίαν καὶ κατόπιν θὰ ἀναχωρήσῃ διὰ τὴν Ἀγγλίαν, ὅπου θὰ συναντηθῇ μετὰ τοῦ πρωθυπουργοῦ κ. Μάκ Μίλλαν. Αἱ συνομιλίαι θὰ ἀφοροῦν τὰ διεθνῆ προβλήματα, τὰς σχέσεις Ἀνατολῆς καὶ Δύσεως καὶ τὴν ἀπαγόρευσιν τῶν πυρηνικῶν δοκιμῶν. Κατὰ τὰς πληροφορίας, ἡ κυβέρνησις ἔλαβε πάντα τὰ ἐνδεικνυόμενα μέτρα διὰ τὴν ἀσφάλειαν τῶν ὑψηλῶν ἐπισκεπτῶν, οἱ δὲ ἁρμόδιοι δηλοῦν ὅτι τὸ ζήτημα θὰ ἐξετασθῇ προσεχῶς κατὰ τὴν συνεδρίασιν. [761,717,946,829]
photo-caption: Αἱ τελειόφοιτοι τοῦ Δ' γυμνασίου θηλέων Θεσσαλονίκης, ἀπὸ τὸ γυμνασιάρχου κ. Μάντσου, φωτογραφοῦνται μετὰ τῆς λήξεως τῶν γυμνασιακῶν των σπουδῶν, εἰς τὴν αὐλὴν τοῦ σχολείου. [572,1712,1136,1735]
article-body: Ὁ κ. Κέννεντυ θὰ ἐπισκεφθῇ τὴν Ἰρλανδίαν καὶ κατόπιν θὰ ἀναχωρήσῃ διὰ τὴν Ἀγγλίαν, ὅπου θὰ συναντηθῇ μετὰ τοῦ πρωθυπουργοῦ κ. Μάκ Μίλλαν. Αἱ συνομιλίαι θὰ ἀφοροῦν τὰ διεθνῆ προβλήματα, τὰς σχέσεις Ἀνατολῆς καὶ Δύσεως καὶ τὴν ἀπαγόρευσιν τῶν πυρηνικῶν δοκιμῶν. Κατὰ τὰς πληροφορίας, ἡ κυβέρνησις ἔλαβε πάντα τὰ ἐνδεικνυόμενα μέτρα διὰ τὴν ἀσφάλειαν τῶν ὑψηλῶν ἐπισκεπτῶν, οἱ δὲ ἁρμόδιοι δηλοῦν ὅτι τὸ ζήτημα θὰ ἐξετασθῇ προσεχῶς κατὰ τὴν συνεδρίασιν. [235,723,395,844]
article-body: Ὁ κ. Κέννεντυ θὰ ἐπισκεφθῇ τὴν Ἰρλανδίαν καὶ κατόπιν θὰ ἀναχωρήσῃ διὰ τὴν Ἀγγλίαν, ὅπου θὰ συναντηθῇ μετὰ τοῦ πρωθυπουργοῦ κ. Μάκ Μίλλαν. Αἱ συνομιλίαι θὰ ἀφοροῦν τὰ διεθνῆ προβλήματα, τὰς σχέσεις Ἀνατολῆς καὶ Δύσεως καὶ τὴν ἀπαγόρευσιν τῶν πυρηνικῶν δοκιμῶν. Κατὰ τὰς πληροφορίας, ἡ κυβέρνησις ἔλαβε πάντα τὰ ἐνδεικνυόμενα μέτρα διὰ τὴν ἀσφάλειαν τῶν ὑψηλῶν ἐπισκεπτῶν, οἱ δὲ ἁρμόδιοι δηλοῦν ὅτι τὸ ζήτημα θὰ ἐξετασθῇ προσεχῶς κατὰ τὴν συνεδρίασιν. [13,73,227,164]
article-subhead: ΤΗΝ ΔΕΥΤΕΡΑΝ ΕΙΣ ΡΩΜΗΝ [795,966,912,977]
article-columns [235,1490,562,1652]
church-item-title: ΤΟ ΕΚΚΛΗΣΙΑΣΤΙΚΟΝ ΣΥΜΒΟΥΛΙΟΝ [55,1373,186,1402]
dateline: ΠΟΛΙΣ ΤΟΥ ΒΑΤΙΚΑΝΟΥ, 27. (Ἀσσ. Πρές). [1145,571,1312,580]
column-rule [566,8,567,2240]
article-kicker: Διὰ τῆς μεθόδου τῆς ἀπασχολήσεως [303,598,494,612]
article-subheadline: ΠΕΝΤΕ ΚΡΑΤΟΥΜΕΝΟΙ ΑΦΕΘΗΣΑΝ ΕΛΕΥΘΕΡΟΙ [1170,1278,1503,1295]
article-body: Ὁ κ. Κέννεντυ θὰ ἐπισκεφθῇ τὴν Ἰρλανδίαν καὶ κατόπιν θὰ ἀναχωρήσῃ διὰ τὴν Ἀγγλίαν, ὅπου θὰ συναντηθῇ μετὰ τοῦ πρωθυπουργοῦ κ. Μάκ Μίλλαν. Αἱ συνομιλίαι θὰ ἀφοροῦν τὰ διεθνῆ προβλήματα, τὰς σχέσεις Ἀνατολῆς καὶ Δύσεως καὶ τὴν ἀπαγόρευσιν τῶν πυρηνικῶν δοκιμῶν. Κατὰ τὰς πληροφορίας, ἡ κυβέρνησις ἔλαβε πάντα τὰ ἐνδεικνυόμενα μέτρα διὰ τὴν ἀσφάλειαν τῶν ὑψηλῶν ἐπισκεπτῶν, οἱ δὲ ἁρμόδιοι δηλοῦν ὅτι τὸ ζήτημα θὰ ἐξετασθῇ προσεχῶς κατὰ τὴν συνεδρίασιν. [570,1001,755,1113]
misc-item-title: Τὸ παγωτὸ - πινάκι τῆς «Μερίμνης παιδιοῦ» [39,1501,201,1534]
article-body: Ὁ κ. Κέννεντυ θὰ ἐπισκεφθῇ τὴν Ἰρλανδίαν καὶ κατόπιν θὰ ἀναχωρήσῃ διὰ τὴν Ἀγγλίαν, ὅπου θὰ συναντηθῇ μετὰ τοῦ πρωθυπουργοῦ κ. Μάκ Μίλλαν. Αἱ συνομιλίαι θὰ ἀφοροῦν τὰ διεθνῆ προβλήματα, τὰς σχέσεις Ἀνατολῆς καὶ Δύσεως καὶ τὴν ἀπαγόρευσιν τῶν πυρηνικῶν δοκιμῶν. Κατὰ τὰς πληροφορίας, ἡ κυβέρνησις ἔλαβε πάντα τὰ ἐνδεικνυόμενα μέτρα διὰ τὴν ἀσφάλειαν τῶν ὑψηλῶν ἐπισκεπτῶν, οἱ δὲ ἁρμόδιοι δηλοῦν ὅτι τὸ ζήτημα θὰ ἐξετασθῇ προσεχῶς κατὰ τὴν συνεδρίασιν. [1341,809,1528,910]
article-body: Ὁ κ. Κέννεντυ θὰ ἐπισκεφθῇ τὴν Ἰρλανδίαν καὶ κατόπιν θὰ ἀναχωρήσῃ διὰ τὴν Ἀγγλίαν, ὅπου θὰ συναντηθῇ μετὰ τοῦ πρωθυπουργοῦ κ. Μάκ Μίλλαν. Αἱ συνομιλίαι θὰ ἀφοροῦν τὰ διεθνῆ προβλήματα, τὰς σχέσεις Ἀνατολῆς καὶ Δύσεως καὶ τὴν ἀπαγόρευσιν τῶν πυρηνικῶν δοκιμῶν. Κατὰ τὰς πληροφορίας, ἡ κυβέρνησις ἔλαβε πάντα τὰ ἐνδεικνυόμενα μέτρα διὰ τὴν ἀσφάλειαν τῶν ὑψηλῶν ἐπισκεπτῶν, οἱ δὲ ἁρμόδιοι δηλοῦν ὅτι τὸ ζήτημα θὰ ἐξετασθῇ προσεχῶς κατὰ τὴν συνεδρίασιν. [402,723,562,844]
dateline: ΚΟΥΑΛΑ ΛΟΥΜΠΟΥΡ, 27. (Ἀσσοτ. Πρές). [235,1497,371,1525]
article-body: Ὁ κ. Κέννεντυ θὰ ἐπισκεφθῇ τὴν Ἰρλανδίαν καὶ κατόπιν θὰ ἀναχωρήσῃ διὰ τὴν Ἀγγλίαν, ὅπου θὰ συναντηθῇ μετὰ τοῦ πρωθυπουργοῦ κ. Μάκ Μίλλαν. Αἱ συνομιλίαι θὰ ἀφοροῦν τὰ διεθνῆ προβλήματα, τὰς σχέσεις Ἀνατολῆς καὶ Δύσεως καὶ τὴν ἀπαγόρευσιν τῶν πυρηνικῶν δοκιμῶν. Κατὰ τὰς πληροφορίας, ἡ κυβέρνησις ἔλαβε πάντα τὰ ἐνδεικνυόμενα μέτρα διὰ τὴν ἀσφάλειαν τῶν ὑψηλῶν ἐπισκεπτῶν, οἱ δὲ ἁρμόδιοι δηλοῦν ὅτι τὸ ζήτημα θὰ ἐξετασθῇ προσεχῶς κατὰ τὴν συνεδρίασιν. [235,194,395,316]
article-body: Ὁ κ. Κέννεντυ θὰ ἐπισκεφθῇ τὴν Ἰρλανδίαν καὶ κατόπιν θὰ ἀναχωρήσῃ διὰ τὴν Ἀγγλίαν, ὅπου θὰ συναντηθῇ μετὰ τοῦ πρωθυπουργοῦ κ. Μάκ Μίλλαν. Αἱ συνομιλίαι θὰ ἀφοροῦν τὰ διεθνῆ προβλήματα, τὰς σχέσεις Ἀνατολῆς καὶ Δύσεως καὶ τὴν ἀπαγόρευσιν τῶν πυρηνικῶν δοκιμῶν. Κατὰ τὰς πληροφορίας, ἡ κυβέρνησις ἔλαβε πάντα τὰ ἐνδεικνυόμενα μέτρα διὰ τὴν ἀσφάλειαν τῶν ὑψηλῶν ἐπισκεπτῶν, οἱ δὲ ἁρμόδιοι δηλοῦν ὅτι τὸ ζήτημα θὰ ἐξετασθῇ προσεχῶς κατὰ τὴν συνεδρίασιν. [13,628,227,719]
article-subhead: ΚΑΤΟΠΙΝ ΚΑΤΑΔΙΩΞΕΩΣ [263,850,367,860]
social-item-title: Διάλυσις ἀρραβώνων [45,399,195,417]
dateline: ΝΤΑΝΓΚΑΝΣΤΑΟΥΝ, Ἰρλανδίας, 27. (Ἀσσ. Πρές). [570,724,734,753]
article-subhead: ΑΡΑΒΙΚΗ ΑΝΤΙΠΡΟΣΩΠΕΙΑ [1377,671,1492,681]
list-item: 2ον) Τὴν ἀγορὰν ὅπλων ἐξ Ἀμερικῆς [235,116,465,133]
article-body: Ὁ κ. Κέννεντυ θὰ ἐπισκεφθῇ τὴν Ἰρλανδίαν καὶ κατόπιν θὰ ἀναχωρήσῃ διὰ τὴν Ἀγγλίαν, ὅπου θὰ συναντηθῇ μετὰ τοῦ πρωθυπουργοῦ κ. Μάκ Μίλλαν. Αἱ συνομιλίαι θὰ ἀφοροῦν τὰ διεθνῆ προβλήματα, τὰς σχέσεις Ἀνατολῆς καὶ Δύσεως καὶ τὴν ἀπαγόρευσιν τῶν πυρηνικῶν δοκιμῶν. Κατὰ τὰς πληροφορίας, ἡ κυβέρνησις ἔλαβε πάντα τὰ ἐνδεικνυόμενα μέτρα διὰ τὴν ἀσφάλειαν τῶν ὑψηλῶν ἐπισκεπτῶν, οἱ δὲ ἁρμόδιοι δηλοῦν ὅτι τὸ ζήτημα θὰ ἐξετασθῇ προσεχῶς κατὰ τὴν συνεδρίασιν. [402,301,562,423]
article-body: Ὁ κ. Κέννεντυ θὰ ἐπισκεφθῇ τὴν Ἰρλανδίαν καὶ κατόπιν θὰ ἀναχωρήσῃ διὰ τὴν Ἀγγλίαν, ὅπου θὰ συναντηθῇ μετὰ τοῦ πρωθυπουργοῦ κ. Μάκ Μίλλαν. Αἱ συνομιλίαι θὰ ἀφοροῦν τὰ διεθνῆ προβλήματα, τὰς σχέσεις Ἀνατολῆς καὶ Δύσεως καὶ τὴν ἀπαγόρευσιν τῶν πυρηνικῶν δοκιμῶν. Κατὰ τὰς πληροφορίας, ἡ κυβέρνησις ἔλαβε πάντα τὰ ἐνδεικνυόμενα μέτρα διὰ τὴν ἀσφάλειαν τῶν ὑψηλῶν ἐπισκεπτῶν, οἱ δὲ ἁρμόδιοι δηλοῦν ὅτι τὸ ζήτημα θὰ ἐξετασθῇ προσεχῶς κατὰ τὴν συνεδρίασιν. [761,850,946,961]
article-body: Ὁ κ. Κέννεντυ θὰ ἐπισκεφθῇ τὴν Ἰρλανδίαν καὶ κατόπιν θὰ ἀναχωρήσῃ διὰ τὴν Ἀγγλίαν, ὅπου θὰ συναντηθῇ μετὰ τοῦ πρωθυπουργοῦ κ. Μάκ Μίλλαν. Αἱ συνομιλίαι θὰ ἀφοροῦν τὰ διεθνῆ προβλήματα, τὰς σχέσεις Ἀνατολῆς καὶ Δύσεως καὶ τὴν ἀπαγόρευσιν τῶν πυρηνικῶν δοκιμῶν. Κατὰ τὰς πληροφορίας, ἡ κυβέρνησις ἔλαβε πάντα τὰ ἐνδεικνυόμενα μέτρα διὰ τὴν ἀσφάλειαν τῶν ὑψηλῶν ἐπισκεπτῶν, οἱ δὲ ἁρμόδιοι δηλοῦν ὅτι τὸ ζήτημα θὰ ἐξετασθῇ προσεχῶς κατὰ τὴν συνεδρίασιν. [402,1490,562,1611]
article-subhead: ΑΙ ΔΗΛΩΣΕΙΣ ΑΛΛΗΛΕΓΓΥΗΣ [985,966,1106,977]
funeral-section-header: ΚΗΔΕΙΑΙ [13,1976,227,2014]
social-section-header: ΚΟΙΝΩΝΙΚΑ [13,12,227,49]
article-headline: ΕΙΣ ΔΡΑΜΑΤΙΚΗΝ ΚΑΤΑΣΤΑΣΙΝ ΠΕΡΙΗΛΘΟΝ ΟΙ ΑΠΕΡΓΟΥΝΤΕΣ 900 ΕΡΓΑΤΑΙ ΤΗΣ «ΥΦΑΝΕΤ» [585,8,1122,65]
article-body: Ὁ κ. Κέννεντυ θὰ ἐπισκεφθῇ τὴν Ἰρλανδίαν καὶ κατόπιν θὰ ἀναχωρήσῃ διὰ τὴν Ἀγγλίαν, ὅπου θὰ συναντηθῇ μετὰ τοῦ πρωθυπουργοῦ κ. Μάκ Μίλλαν. Αἱ συνομιλίαι θὰ ἀφοροῦν τὰ διεθνῆ προβλήματα, τὰς σχέσεις Ἀνατολῆς καὶ Δύσεως καὶ τὴν ἀπαγόρευσιν τῶν πυρηνικῶν δοκιμῶν. Κατὰ τὰς πληροφορίας, ἡ κυβέρνησις ἔλαβε πάντα τὰ ἐνδεικνυόμενα μέτρα διὰ τὴν ἀσφάλειαν τῶν ὑψηλῶν ἐπισκεπτῶν, οἱ δὲ ἁρμόδιοι δηλοῦν ὅτι τὸ ζήτημα θὰ ἐξετασθῇ προσεχῶς κατὰ τὴν συνεδρίασιν. [953,717,1138,829]
article-body: Ὁ κ. Κέννεντυ θὰ ἐπισκεφθῇ τὴν Ἰρλανδίαν καὶ κατόπιν θὰ ἀναχωρήσῃ διὰ τὴν Ἀγγλίαν, ὅπου θὰ συναντηθῇ μετὰ τοῦ πρωθυπουργοῦ κ. Μάκ Μίλλαν. Αἱ συνομιλίαι θὰ ἀφοροῦν τὰ διεθνῆ προβλήματα, τὰς σχέσεις Ἀνατολῆς καὶ Δύσεως καὶ τὴν ἀπαγόρευσιν τῶν πυρηνικῶν δοκιμῶν. Κατὰ τὰς πληροφορίας, ἡ κυβέρνησις ἔλαβε πάντα τὰ ἐνδεικνυόμενα μέτρα διὰ τὴν ἀσφάλειαν τῶν ὑψηλῶν ἐπισκεπτῶν, οἱ δὲ ἁρμόδιοι δηλοῦν ὅτι τὸ ζήτημα θὰ ἐξετασθῇ προσεχῶς κατὰ τὴν συνεδρίασιν. [1145,1039,1333,1140]
article-body: Ὁ κ. Κέννεντυ θὰ ἐπισκεφθῇ τὴν Ἰρλανδίαν καὶ κατόπιν θὰ ἀναχωρήσῃ διὰ τὴν Ἀγγλίαν, ὅπου θὰ συναντηθῇ μετὰ τοῦ πρωθυπουργοῦ κ. Μάκ Μίλλαν. Αἱ συνομιλίαι θὰ ἀφοροῦν τὰ διεθνῆ προβλήματα, τὰς σχέσεις Ἀνατολῆς καὶ Δύσεως καὶ τὴν ἀπαγόρευσιν τῶν πυρηνικῶν δοκιμῶν. Κατὰ τὰς πληροφορίας, ἡ κυβέρνησις ἔλαβε πάντα τὰ ἐνδεικνυόμενα μέτρα διὰ τὴν ἀσφάλειαν τῶν ὑψηλῶν ἐπισκεπτῶν, οἱ δὲ ἁρμόδιοι δηλοῦν ὅτι τὸ ζήτημα θὰ ἐξετασθῇ προσεχῶς κατὰ τὴν συνεδρίασιν. [13,1183,227,1274]
divider [1145,918,1528,919]
article-kicker: Ὑπὸ τοῦ πλημμελειοδικείου Βεροίας [1241,1154,1433,1169]
column-right [1145,8,1528,2240]
article-subheadline: Η ΕΚΠΡΟΣΩΠΗΣΙΣ ΤΟΥ κ. ΚΕΝΝΕΝΤΥ ΕΙΣ ΤΗΝ ΣΤΕΨΙΝ [1172,547,1502,561]
article-deck: ἡ δίκη τοῦ ἐπιπολιοῦ Σωτηροπούλου [1222,1001,1451,1017]
graduates-photo [570,1283,1138,1709]
article-body: Ὁ κ. Κέννεντυ θὰ ἐπισκεφθῇ τὴν Ἰρλανδίαν καὶ κατόπιν θὰ ἀναχωρήσῃ διὰ τὴν Ἀγγλίαν, ὅπου θὰ συναντηθῇ μετὰ τοῦ πρωθυπουργοῦ κ. Μάκ Μίλλαν. Αἱ συνομιλίαι θὰ ἀφοροῦν τὰ διεθνῆ προβλήματα, τὰς σχέσεις Ἀνατολῆς καὶ Δύσεως καὶ τὴν ἀπαγόρευσιν τῶν πυρηνικῶν δοκιμῶν. Κατὰ τὰς πληροφορίας, ἡ κυβέρνησις ἔλαβε πάντα τὰ ἐνδεικνυόμενα μέτρα διὰ τὴν ἀσφάλειαν τῶν ὑψηλῶν ἐπισκεπτῶν, οἱ δὲ ἁρμόδιοι δηλοῦν ὅτι τὸ ζήτημα θὰ ἐξετασθῇ προσεχῶς κατὰ τὴν συνεδρίασιν. [13,2019,227,2110]
social-item-title: Δωρεαί [94,725,146,741]
column-main [570,8,1138,2240]
divider [235,592,562,593]
article-deck: Μέτρα ἀσφαλείας λαμβάνει ἡ Ἀγγλία [728,695,980,715]
list-item: 3ον) Τὸ αὐτόματον σύστημα ἐλέγχου [235,137,466,153]
article-columns [235,1275,562,1419]
church-section-header: ΕΚΚΛΗΣΙΑ [13,838,227,876]
article-headline: ΑΝΕΒΛΗΘΗ ΔΙΑ ΤΗΝ 12ην ΙΟΥΛΙΟΥ Η ΔΙΚΗ ΤΩΝ ΕΝΔΕΚΑ ΦΙΛΑΘΛΩΝ ΤΗΣ «ΑΝΑΓΕΝΝΗΣΕΩΣ» ΓΙΑΝΝΙΤΣΩΝ [1165,1172,1509,1237]
article-body: Ὁ κ. Κέννεντυ θὰ ἐπισκεφθῇ τὴν Ἰρλανδίαν καὶ κατόπιν θὰ ἀναχωρήσῃ διὰ τὴν Ἀγγλίαν, ὅπου θὰ συναντηθῇ μετὰ τοῦ πρωθυπουργοῦ κ. Μάκ Μίλλαν. Αἱ συνομιλίαι θὰ ἀφοροῦν τὰ διεθνῆ προβλήματα, τὰς σχέσεις Ἀνατολῆς καὶ Δύσεως καὶ τὴν ἀπαγόρευσιν τῶν πυρηνικῶν δοκιμῶν. Κατὰ τὰς πληροφορίας, ἡ κυβέρνησις ἔλαβε πάντα τὰ ἐνδεικνυόμενα μέτρα διὰ τὴν ἀσφάλειαν τῶν ὑψηλῶν ἐπισκεπτῶν, οἱ δὲ ἁρμόδιοι δηλοῦν ὅτι τὸ ζήτημα θὰ ἐξετασθῇ προσεχῶς κατὰ τὴν συνεδρίασιν. [1145,316,1333,417]
article-kicker: Ἐγένοντο τὰ πρῶτα διαβήματα [1255,10,1419,24]
article-columns [570,399,1138,515]
article-deck: διὰ τοὺς ἄλλους εἶναι ἀνεπιθύμητος [287,1238,510,1254]
article-body: Ὁ κ. Κέννεντυ θὰ ἐπισκεφθῇ τὴν Ἰρλανδίαν καὶ κατόπιν θὰ ἀναχωρήσῃ διὰ τὴν Ἀγγλίαν, ὅπου θὰ συναντηθῇ μετὰ τοῦ πρωθυπουργοῦ κ. Μάκ Μίλλαν. Αἱ συνομιλίαι θὰ ἀφοροῦν τὰ διεθνῆ προβλήματα, τὰς σχέσεις Ἀνατολῆς καὶ Δύσεως καὶ τὴν ἀπαγόρευσιν τῶν πυρηνικῶν δοκιμῶν. Κατὰ τὰς πληροφορίας, ἡ κυβέρνησις ἔλαβε πάντα τὰ ἐνδεικνυόμενα μέτρα διὰ τὴν ἀσφάλειαν τῶν ὑψηλῶν ἐπισκεπτῶν, οἱ δὲ ἁρμόδιοι δηλοῦν ὅτι τὸ ζήτημα θὰ ἐξετασθῇ προσεχῶς κατὰ τὴν συνεδρίασιν. [235,462,395,583]
article-columns [570,718,1138,1247]
article-body: Ὁ κ. Κέννεντυ θὰ ἐπισκεφθῇ τὴν Ἰρλανδίαν καὶ κατόπιν θὰ ἀναχωρήσῃ διὰ τὴν Ἀγγλίαν, ὅπου θὰ συναντηθῇ μετὰ τοῦ πρωθυπουργοῦ κ. Μάκ Μίλλαν. Αἱ συνομιλίαι θὰ ἀφοροῦν τὰ διεθνῆ προβλήματα, τὰς σχέσεις Ἀνατολῆς καὶ Δύσεως καὶ τὴν ἀπαγόρευσιν τῶν πυρηνικῶν δοκιμῶν. Κατὰ τὰς πληροφορίας, ἡ κυβέρνησις ἔλαβε πάντα τὰ ἐνδεικνυόμενα μέτρα διὰ τὴν ἀσφάλειαν τῶν ὑψηλῶν ἐπισκεπτῶν, οἱ δὲ ἁρμόδιοι δηλοῦν ὅτι τὸ ζήτημα θὰ ἐξετασθῇ προσεχῶς κατὰ τὴν συνεδρίασιν. [13,1765,227,1857]
article-body: Ὁ κ. Κέννεντυ θὰ ἐπισκεφθῇ τὴν Ἰρλανδίαν καὶ κατόπιν θὰ ἀναχωρήσῃ διὰ τὴν Ἀγγλίαν, ὅπου θὰ συναντηθῇ μετὰ τοῦ πρωθυπουργοῦ κ. Μάκ Μίλλαν. Αἱ συνομιλίαι θὰ ἀφοροῦν τὰ διεθνῆ προβλήματα, τὰς σχέσεις Ἀνατολῆς καὶ Δύσεως καὶ τὴν ἀπαγόρευσιν τῶν πυρηνικῶν δοκιμῶν. Κατὰ τὰς πληροφορίας, ἡ κυβέρνησις ἔλαβε πάντα τὰ ἐνδεικνυόμενα μέτρα διὰ τὴν ἀσφάλειαν τῶν ὑψηλῶν ἐπισκεπτῶν, οἱ δὲ ἁρμόδιοι δηλοῦν ὅτι τὸ ζήτημα θὰ ἐξετασθῇ προσεχῶς κατὰ τὴν συνεδρίασιν. [570,887,755,997]
article-subheadline: ΕΓΕΝΕΤΟ ΚΑΙ ΝΕΑ ΚΑΤΑΓΓΕΛΙΑ ΔΙΑ ΤΟΝ ΓΚΟΤΖΑΜΑΝΗΝ [1162,1021,1511,1036]
article-signature: Κ. Π. ΣΑΛΑΠΑΤΑΣ [486,1133,562,1143]
article-body: Ὁ κ. Κέννεντυ θὰ ἐπισκεφθῇ τὴν Ἰρλανδίαν καὶ κατόπιν θὰ ἀναχωρήσῃ διὰ τὴν Ἀγγλίαν, ὅπου θὰ συναντηθῇ μετὰ τοῦ πρωθυπουργοῦ κ. Μάκ Μίλλαν. Αἱ συνομιλίαι θὰ ἀφοροῦν τὰ διεθνῆ προβλήματα, τὰς σχέσεις Ἀνατολῆς καὶ Δύσεως καὶ τὴν ἀπαγόρευσιν τῶν πυρηνικῶν δοκιμῶν. Κατὰ τὰς πληροφορίας, ἡ κυβέρνησις ἔλαβε πάντα τὰ ἐνδεικνυόμενα μέτρα διὰ τὴν ἀσφάλειαν τῶν ὑψηλῶν ἐπισκεπτῶν, οἱ δὲ ἁρμόδιοι δηλοῦν ὅτι τὸ ζήτημα θὰ ἐξετασθῇ προσεχῶς κατὰ τὴν συνεδρίασιν. [402,1275,562,1397]
dateline: ΣΤΟΚΧΟΛΜΗ, 27. (Γερμ. Πρακτ.) [235,183,367,193]
article-body: Ὁ κ. Κέννεντυ θὰ ἐπισκεφθῇ τὴν Ἰρλανδίαν καὶ κατόπιν θὰ ἀναχωρήσῃ διὰ τὴν Ἀγγλίαν, ὅπου θὰ συναντηθῇ μετὰ τοῦ πρωθυπουργοῦ κ. Μάκ Μίλλαν. Αἱ συνομιλίαι θὰ ἀφοροῦν τὰ διεθνῆ προβλήματα, τὰς σχέσεις Ἀνατολῆς καὶ Δύσεως καὶ τὴν ἀπαγόρευσιν τῶν πυρηνικῶν δοκιμῶν. Κατὰ τὰς πληροφορίας, ἡ κυβέρνησις ἔλαβε πάντα τὰ ἐνδεικνυόμενα μέτρα διὰ τὴν ἀσφάλειαν τῶν ὑψηλῶν ἐπισκεπτῶν, οἱ δὲ ἁρμόδιοι δηλοῦν ὅτι τὸ ζήτημα θὰ ἐξετασθῇ προσεχῶς κατὰ τὴν συνεδρίασιν. [1341,315,1528,416]
article-body: Ὁ κ. Κέννεντυ θὰ ἐπισκεφθῇ τὴν Ἰρλανδίαν καὶ κατόπιν θὰ ἀναχωρήσῃ διὰ τὴν Ἀγγλίαν, ὅπου θὰ συναντηθῇ μετὰ τοῦ πρωθυπουργοῦ κ. Μάκ Μίλλαν. Αἱ συνομιλίαι θὰ ἀφοροῦν τὰ διεθνῆ προβλήματα, τὰς σχέσεις Ἀνατολῆς καὶ Δύσεως καὶ τὴν ἀπαγόρευσιν τῶν πυρηνικῶν δοκιμῶν. Κατὰ τὰς πληροφορίας, ἡ κυβέρνησις ἔλαβε πάντα τὰ ἐνδεικνυόμενα μέτρα διὰ τὴν ἀσφάλειαν τῶν ὑψηλῶν ἐπισκεπτῶν, οἱ δὲ ἁρμόδιοι δηλοῦν ὅτι τὸ ζήτημα θὰ ἐξετασθῇ προσεχῶς κατὰ τὴν συνεδρίασιν. [1341,1297,1528,1398]
article-subhead: 80 ΑΠΟΣΤΟΛΑΙ [1403,793,1466,803]
article-headline: Η ΕΠΙΣΤΡΟΦΗ ΤΩΝ ΑΨΒΟΥΡΓΩΝ ΕΔΙΧΑΣΕ ΤΟΥΣ ΑΥΣΤΡΙΑΚΟΥΣ [244,1171,552,1214]
article-body: Ὁ κ. Κέννεντυ θὰ ἐπισκεφθῇ τὴν Ἰρλανδίαν καὶ κατόπιν θὰ ἀναχωρήσῃ διὰ τὴν Ἀγγλίαν, ὅπου θὰ συναντηθῇ μετὰ τοῦ πρωθυπουργοῦ κ. Μάκ Μίλλαν. Αἱ συνομιλίαι θὰ ἀφοροῦν τὰ διεθνῆ προβλήματα, τὰς σχέσεις Ἀνατολῆς καὶ Δύσεως καὶ τὴν ἀπαγόρευσιν τῶν πυρηνικῶν δοκιμῶν. Κατὰ τὰς πληροφορίας, ἡ κυβέρνησις ἔλαβε πάντα τὰ ἐνδεικνυόμενα μέτρα διὰ τὴν ἀσφάλειαν τῶν ὑψηλῶν ἐπισκεπτῶν, οἱ δὲ ἁρμόδιοι δηλοῦν ὅτι τὸ ζήτημα θὰ ἐξετασθῇ προσεχῶς κατὰ τὴν συνεδρίασιν. [953,982,1138,1094]
dateline: ΑΘΗΝΑΙ, 27.— [1145,199,1205,209]
article-body: Ὁ κ. Κέννεντυ θὰ ἐπισκεφθῇ τὴν Ἰρλανδίαν καὶ κατόπιν θὰ ἀναχωρήσῃ διὰ τὴν Ἀγγλίαν, ὅπου θὰ συναντηθῇ μετὰ τοῦ πρωθυπουργοῦ κ. Μάκ Μίλλαν. Αἱ συνομιλίαι θὰ ἀφοροῦν τὰ διεθνῆ προβλήματα, τὰς σχέσεις Ἀνατολῆς καὶ Δύσεως καὶ τὴν ἀπαγόρευσιν τῶν πυρηνικῶν δοκιμῶν. Κατὰ τὰς πληροφορίας, ἡ κυβέρνησις ἔλαβε πάντα τὰ ἐνδεικνυόμενα μέτρα διὰ τὴν ἀσφάλειαν τῶν ὑψηλῶν ἐπισκεπτῶν, οἱ δὲ ἁρμόδιοι δηλοῦν ὅτι τὸ ζήτημα θὰ ἐξετασθῇ προσεχῶς κατὰ τὴν συνεδρίασιν. [1341,193,1528,294]
photo-sky [571,90,1137,177]
article-body: Ὁ κ. Κέννεντυ θὰ ἐπισκεφθῇ τὴν Ἰρλανδίαν καὶ κατόπιν θὰ ἀναχωρήσῃ διὰ τὴν Ἀγγλίαν, ὅπου θὰ συναντηθῇ μετὰ τοῦ πρωθυπουργοῦ κ. Μάκ Μίλλαν. Αἱ συνομιλίαι θὰ ἀφοροῦν τὰ διεθνῆ προβλήματα, τὰς σχέσεις Ἀνατολῆς καὶ Δύσεως καὶ τὴν ἀπαγόρευσιν τῶν πυρηνικῶν δοκιμῶν. Κατὰ τὰς πληροφορίας, ἡ κυβέρνησις ἔλαβε πάντα τὰ ἐνδεικνυόμενα μέτρα διὰ τὴν ἀσφάλειαν τῶν ὑψηλῶν ἐπισκεπτῶν, οἱ δὲ ἁρμόδιοι δηλοῦν ὅτι τὸ ζήτημα θὰ ἐξετασθῇ προσεχῶς κατὰ τὴν συνεδρίασιν. [13,1651,227,1741]
article-subhead: ΑΙ ΣΧΕΣΕΙΣ ΜΕ ΤΗΝ ΡΩΣΣΙΑΝ [421,428,544,438]
article-subhead: ΣΥΓΚΡΟΤΗΣΙΣ ΑΝΑΠΑΡΑΣΤΑΣΕΩΣ [410,850,554,860]
article-body: Ὁ κ. Κέννεντυ θὰ ἐπισκεφθῇ τὴν Ἰρλανδίαν καὶ κατόπιν θὰ ἀναχωρήσῃ διὰ τὴν Ἀγγλίαν, ὅπου θὰ συναντηθῇ μετὰ τοῦ πρωθυπουργοῦ κ. Μάκ Μίλλαν. Αἱ συνομιλίαι θὰ ἀφοροῦν τὰ διεθνῆ προβλήματα, τὰς σχέσεις Ἀνατολῆς καὶ Δύσεως καὶ τὴν ἀπαγόρευσιν τῶν πυρηνικῶν δοκιμῶν. Κατὰ τὰς πληροφορίας, ἡ κυβέρνησις ἔλαβε πάντα τὰ ἐνδεικνυόμενα μέτρα διὰ τὴν ἀσφάλειαν τῶν ὑψηλῶν ἐπισκεπτῶν, οἱ δὲ ἁρμόδιοι δηλοῦν ὅτι τὸ ζήτημα θὰ ἐξετασθῇ προσεχῶς κατὰ τὴν συνεδρίασιν. [235,1527,395,1648]
article-body: Ὁ κ. Κέννεντυ θὰ ἐπισκεφθῇ τὴν Ἰρλανδίαν καὶ κατόπιν θὰ ἀναχωρήσῃ διὰ τὴν Ἀγγλίαν, ὅπου θὰ συναντηθῇ μετὰ τοῦ πρωθυπουργοῦ κ. Μάκ Μίλλαν. Αἱ συνομιλίαι θὰ ἀφοροῦν τὰ διεθνῆ προβλήματα, τὰς σχέσεις Ἀνατολῆς καὶ Δύσεως καὶ τὴν ἀπαγόρευσιν τῶν πυρηνικῶν δοκιμῶν. Κατὰ τὰς πληροφορίας, ἡ κυβέρνησις ἔλαβε πάντα τὰ ἐνδεικνυόμενα μέτρα διὰ τὴν ἀσφάλειαν τῶν ὑψηλῶν ἐπισκεπτῶν, οἱ δὲ ἁρμόδιοι δηλοῦν ὅτι τὸ ζήτημα θὰ ἐξετασθῇ προσεχῶς κατὰ τὴν συνεδρίασιν. [13,1070,227,1162]
article-body: Ὁ κ. Κέννεντυ θὰ ἐπισκεφθῇ τὴν Ἰρλανδίαν καὶ κατόπιν θὰ ἀναχωρήσῃ διὰ τὴν Ἀγγλίαν, ὅπου θὰ συναντηθῇ μετὰ τοῦ πρωθυπουργοῦ κ. Μάκ Μίλλαν. Αἱ συνομιλίαι θὰ ἀφοροῦν τὰ διεθνῆ προβλήματα, τὰς σχέσεις Ἀνατολῆς καὶ Δύσεως καὶ τὴν ἀπαγόρευσιν τῶν πυρηνικῶν δοκιμῶν. Κατὰ τὰς πληροφορίας, ἡ κυβέρνησις ἔλαβε πάντα τὰ ἐνδεικνυόμενα μέτρα διὰ τὴν ἀσφάλειαν τῶν ὑψηλῶν ἐπισκεπτῶν, οἱ δὲ ἁρμόδιοι δηλοῦν ὅτι τὸ ζήτημα θὰ ἐξετασθῇ προσεχῶς κατὰ τὴν συνεδρίασιν. [953,399,1138,510]
article-columns [235,176,562,587]
article-headline: ΛΕΩΝ ΤΗΣ ΘΕΣΣΑΛΟΝΙΚΗΣ ΑΙ ΤΕΛΕΙΟΦΟΙΤΟΙ ΤΟΥ Δ' ΘΗ [592,1256,1116,1278]
article-columns [1145,1039,1528,1144]
article-subhead: ΜΕΓΑΛΕΙΩΔΗΣ ΥΠΟΔΟΧΗ [608,871,716,881]
article-headline: Ο ΠΑΠΑΣ ΩΡΙΣΕ ΤΗΝ 29ΗΝ ΣΕΠΤΕΜΒΡΙΟΥ ΩΣ ΗΜΕΡΑΝ ΕΠΑΝΑΛΗΨΕΩΣ ΤΩΝ ΕΡΓΑΣΙΩΝ ΤΗΣ ΣΥΝΟΔΟΥ ΤΗΣ ΡΩΜΗΣ [1166,450,1508,502]
article-body: Ὁ κ. Κέννεντυ θὰ ἐπισκεφθῇ τὴν Ἰρλανδίαν καὶ κατόπιν θὰ ἀναχωρήσῃ διὰ τὴν Ἀγγλίαν, ὅπου θὰ συναντηθῇ μετὰ τοῦ πρωθυπουργοῦ κ. Μάκ Μίλλαν. Αἱ συνομιλίαι θὰ ἀφοροῦν τὰ διεθνῆ προβλήματα, τὰς σχέσεις Ἀνατολῆς καὶ Δύσεως καὶ τὴν ἀπαγόρευσιν τῶν πυρηνικῶν δοκιμῶν. Κατὰ τὰς πληροφορίας, ἡ κυβέρνησις ἔλαβε πάντα τὰ ἐνδεικνυόμενα μέτρα διὰ τὴν ἀσφάλειαν τῶν ὑψηλῶν ἐπισκεπτῶν, οἱ δὲ ἁρμόδιοι δηλοῦν ὅτι τὸ ζήτημα θὰ ἐξετασθῇ προσεχῶς κατὰ τὴν συνεδρίασιν. [13,976,227,1067]
article-body: Ὁ κ. Κέννεντυ θὰ ἐπισκεφθῇ τὴν Ἰρλανδίαν καὶ κατόπιν θὰ ἀναχωρήσῃ διὰ τὴν Ἀγγλίαν, ὅπου θὰ συναντηθῇ μετὰ τοῦ πρωθυπουργοῦ κ. Μάκ Μίλλαν. Αἱ συνομιλίαι θὰ ἀφοροῦν τὰ διεθνῆ προβλήματα, τὰς σχέσεις Ἀνατολῆς καὶ Δύσεως καὶ τὴν ἀπαγόρευσιν τῶν πυρηνικῶν δοκιμῶν. Κατὰ τὰς πληροφορίας, ἡ κυβέρνησις ἔλαβε πάντα τὰ ἐνδεικνυόμενα μέτρα διὰ τὴν ἀσφάλειαν τῶν ὑψηλῶν ἐπισκεπτῶν, οἱ δὲ ἁρμόδιοι δηλοῦν ὅτι τὸ ζήτημα θὰ ἐξετασθῇ προσεχῶς κατὰ τὴν συνεδρίασιν. [761,982,946,1094]
article-body: Ὁ κ. Κέννεντυ θὰ ἐπισκεφθῇ τὴν Ἰρλανδίαν καὶ κατόπιν θὰ ἀναχωρήσῃ διὰ τὴν Ἀγγλίαν, ὅπου θὰ συναντηθῇ μετὰ τοῦ πρωθυπουργοῦ κ. Μάκ Μίλλαν. Αἱ συνομιλίαι θὰ ἀφοροῦν τὰ διεθνῆ προβλήματα, τὰς σχέσεις Ἀνατολῆς καὶ Δύσεως καὶ τὴν ἀπαγόρευσιν τῶν πυρηνικῶν δοκιμῶν. Κατὰ τὰς πληροφορίας, ἡ κυβέρνησις ἔλαβε πάντα τὰ ἐνδεικνυόμενα μέτρα διὰ τὴν ἀσφάλειαν τῶν ὑψηλῶν ἐπισκεπτῶν, οἱ δὲ ἁρμόδιοι δηλοῦν ὅτι τὸ ζήτημα θὰ ἐξετασθῇ προσεχῶς κατὰ τὴν συνεδρίασιν. [13,1404,227,1495]
article-body: Ὁ κ. Κέννεντυ θὰ ἐπισκεφθῇ τὴν Ἰρλανδίαν καὶ κατόπιν θὰ ἀναχωρήσῃ διὰ τὴν Ἀγγλίαν, ὅπου θὰ συναντηθῇ μετὰ τοῦ πρωθυπουργοῦ κ. Μάκ Μίλλαν. Αἱ συνομιλίαι θὰ ἀφοροῦν τὰ διεθνῆ προβλήματα, τὰς σχέσεις Ἀνατολῆς καὶ Δύσεως καὶ τὴν ἀπαγόρευσιν τῶν πυρηνικῶν δοκιμῶν. Κατὰ τὰς πληροφορίας, ἡ κυβέρνησις ἔλαβε πάντα τὰ ἐνδεικνυόμενα μέτρα διὰ τὴν ἀσφάλειαν τῶν ὑψηλῶν ἐπισκεπτῶν, οἱ δὲ ἁρμόδιοι δηλοῦν ὅτι τὸ ζήτημα θὰ ἐξετασθῇ προσεχῶς κατὰ τὴν συνεδρίασιν. [402,176,562,297]
article-kicker: Μετὰ τὴν ἀπόφασιν τοῦ δικαστηρίου [301,1153,496,1168]
article-body: Ὁ κ. Κέννεντυ θὰ ἐπισκεφθῇ τὴν Ἰρλανδίαν καὶ κατόπιν θὰ ἀναχωρήσῃ διὰ τὴν Ἀγγλίαν, ὅπου θὰ συναντηθῇ μετὰ τοῦ πρωθυπουργοῦ κ. Μάκ Μίλλαν. Αἱ συνομιλίαι θὰ ἀφοροῦν τὰ διεθνῆ προβλήματα, τὰς σχέσεις Ἀνατολῆς καὶ Δύσεως καὶ τὴν ἀπαγόρευσιν τῶν πυρηνικῶν δοκιμῶν. Κατὰ τὰς πληροφορίας, ἡ κυβέρνησις ἔλαβε πάντα τὰ ἐνδεικνυόμενα μέτρα διὰ τὴν ἀσφάλειαν τῶν ὑψηλῶν ἐπισκεπτῶν, οἱ δὲ ἁρμόδιοι δηλοῦν ὅτι τὸ ζήτημα θὰ ἐξετασθῇ προσεχῶς κατὰ τὴν συνεδρίασιν. [570,754,755,865]
misc-item-title: Χορός [98,1863,142,1879]
divider [1145,425,1528,426]
article-subheadline: ΑΠΕΙΛΕΙΤΑΙ ΗΔΗ ΚΥΒΕΡΝΗΤΙΚΗ ΚΡΙΣΙΣ [280,1258,517,1273]
article-body: Ὁ κ. Κέννεντυ θὰ ἐπισκεφθῇ τὴν Ἰρλανδίαν καὶ κατόπιν θὰ ἀναχωρήσῃ διὰ τὴν Ἀγγλίαν, ὅπου θὰ συναντηθῇ μετὰ τοῦ πρωθυπουργοῦ κ. Μάκ Μίλλαν. Αἱ συνομιλίαι θὰ ἀφοροῦν τὰ διεθνῆ προβλήματα, τὰς σχέσεις Ἀνατολῆς καὶ Δύσεως καὶ τὴν ἀπαγόρευσιν τῶν πυρηνικῶν δοκιμῶν. Κατὰ τὰς πληροφορίας, ἡ κυβέρνησις ἔλαβε πάντα τὰ ἐνδεικνυόμενα μέτρα διὰ τὴν ἀσφάλειαν τῶν ὑψηλῶν ἐπισκεπτῶν, οἱ δὲ ἁρμόδιοι δηλοῦν ὅτι τὸ ζήτημα θὰ ἐξετασθῇ προσεχῶς κατὰ τὴν συνεδρίασιν. [13,1881,227,1971]
social-item-title: Πότε θὰ δεχθοῦν [63,169,178,187]
article-deck: Τὸ δικαστήριον ἐδέχθη αἴτημα τῆς ὑπερασπίσεως διὰ νὰ παραστοῦν οὐσιώδεις μάρτυρες [1162,1241,1512,1275]
misc-item-title: Ἐπιδείξις χοροῦ [64,1633,176,1649]
divider [570,1251,1138,1252]
article-columns [1145,1297,1528,1420]
article-body: Ὁ κ. Κέννεντυ θὰ ἐπισκεφθῇ τὴν Ἰρλανδίαν καὶ κατόπιν θὰ ἀναχωρήσῃ διὰ τὴν Ἀγγλίαν, ὅπου θὰ συναντηθῇ μετὰ τοῦ πρωθυπουργοῦ κ. Μάκ Μίλλαν. Αἱ συνομιλίαι θὰ ἀφοροῦν τὰ διεθνῆ προβλήματα, τὰς σχέσεις Ἀνατολῆς καὶ Δύσεως καὶ τὴν ἀπαγόρευσιν τῶν πυρηνικῶν δοκιμῶν. Κατὰ τὰς πληροφορίας, ἡ κυβέρνησις ἔλαβε πάντα τὰ ἐνδεικνυόμενα μέτρα διὰ τὴν ἀσφάλειαν τῶν ὑψηλῶν ἐπισκεπτῶν, οἱ δὲ ἁρμόδιοι δηλοῦν ὅτι τὸ ζήτημα θὰ ἐξετασθῇ προσεχῶς κατὰ τὴν συνεδρίασιν. [402,1008,562,1129]
article-subheadline: ΠΡΟΚΕΙΤΑΙ ΠΕΡΙ ΑΤΟΜΩΝ ΕΚΤΟΣ ΠΑΣΗΣ ΥΠΟΨΙΑΣ [244,706,553,720]
article-subheadline: ΑΠΕΘΕΘΗ ΕΙΣ ΤΗΝ ΠΑΤΡΙΔΑ ΤΟΥ ΠΡΟΠΑΠΠΟΥ ΤΟΥ [611,671,1096,693]
article-columns [1145,193,1528,421]
article-body: Ὁ κ. Κέννεντυ θὰ ἐπισκεφθῇ τὴν Ἰρλανδίαν καὶ κατόπιν θὰ ἀναχωρήσῃ διὰ τὴν Ἀγγλίαν, ὅπου θὰ συναντηθῇ μετὰ τοῦ πρωθυπουργοῦ κ. Μάκ Μίλλαν. Αἱ συνομιλίαι θὰ ἀφοροῦν τὰ διεθνῆ προβλήματα, τὰς σχέσεις Ἀνατολῆς καὶ Δύσεως καὶ τὴν ἀπαγόρευσιν τῶν πυρηνικῶν δοκιμῶν. Κατὰ τὰς πληροφορίας, ἡ κυβέρνησις ἔλαβε πάντα τὰ ἐνδεικνυόμενα μέτρα διὰ τὴν ἀσφάλειαν τῶν ὑψηλῶν ἐπισκεπτῶν, οἱ δὲ ἁρμόδιοι δηλοῦν ὅτι τὸ ζήτημα θὰ ἐξετασθῇ προσεχῶς κατὰ τὴν συνεδρίασιν. [13,418,227,509]
